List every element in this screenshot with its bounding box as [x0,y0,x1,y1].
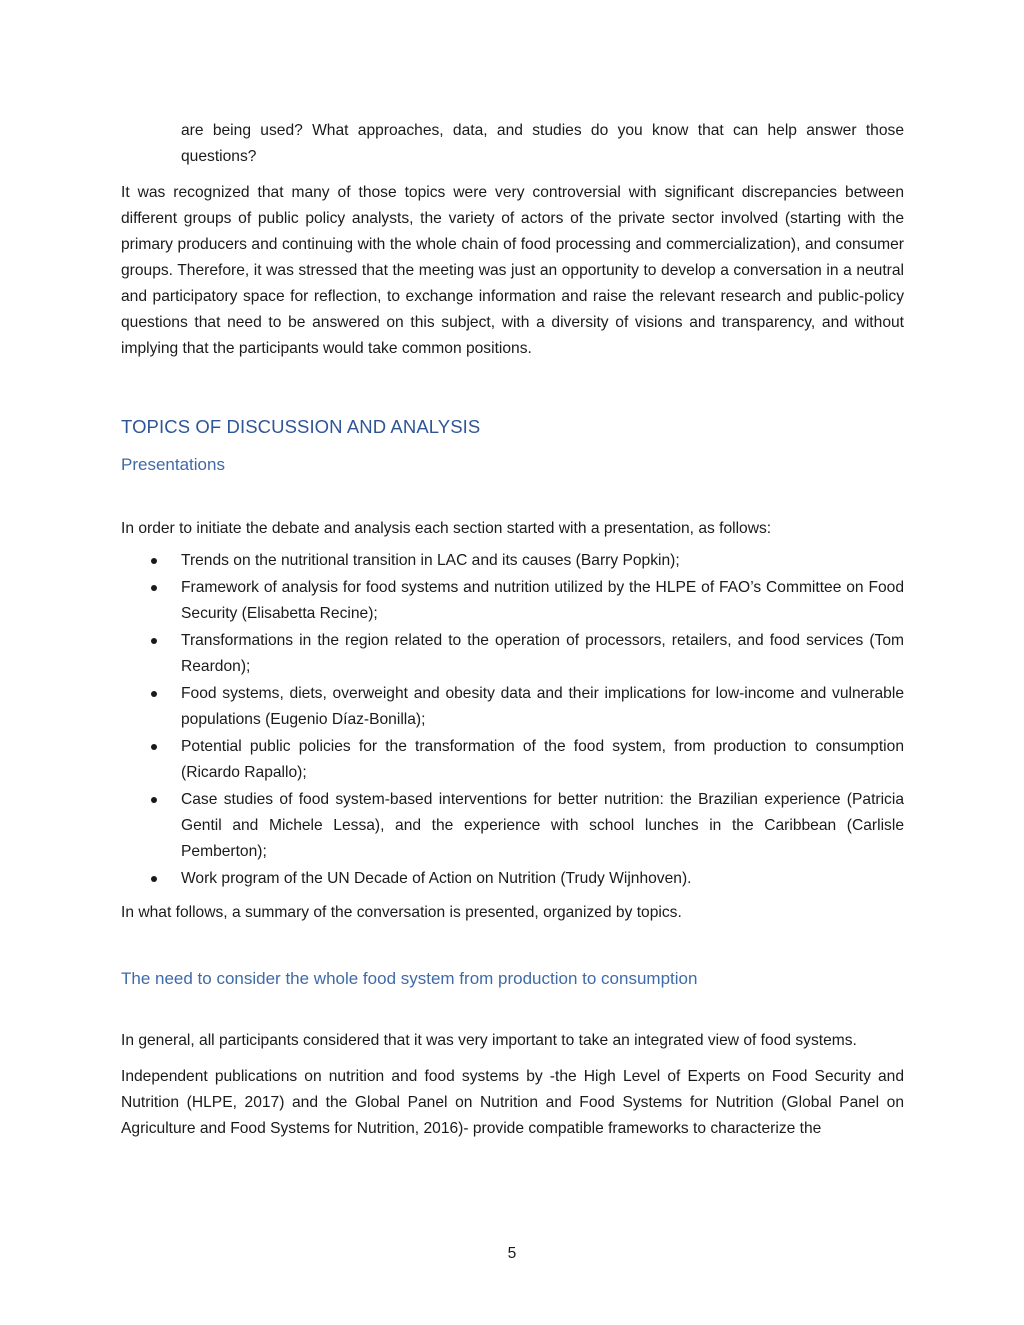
bullet-icon [151,691,157,697]
paragraph-independent-publications: Independent publications on nutrition and food systems by -the High Level of Experts on Food Security and Nutrition (HLPE, 2017) and the Global Panel on Nutrition and Food Systems for Nutrition (Global Panel on Agriculture and Food Systems for Nutrition, 2016)- provide compatible frameworks to characterize the [121,1068,904,1137]
list-item: Potential public policies for the transformation of the food system, from production to consumption (Ricardo Rapallo); [121,734,904,786]
bullet-icon [151,558,157,564]
page-number: 5 [507,1245,517,1262]
section-heading: TOPICS OF DISCUSSION AND ANALYSIS [121,416,481,437]
paragraph-integrated-view: In general, all participants considered that it was very important to take an integrated view of food systems. [121,1032,857,1049]
subheading-whole-food-system: The need to consider the whole food system from production to consumption [121,969,698,988]
list-item: Framework of analysis for food systems and nutrition utilized by the HLPE of FAO’s Committee on Food Security (Elisabetta Recine); [121,575,904,627]
paragraph-controversy: It was recognized that many of those topics were very controversial with significant discrepancies between different groups of public policy analysts, the variety of actors of the private sector involved (starting with the primary producers and continuing with the whole chain of food processing and commercialization), and consumer groups. Therefore, it was stressed that the meeting was just an opportunity to develop a conversation in a neutral and participatory space for reflection, to exchange information and raise the relevant research and public-policy questions that need to be answered on this subject, with a diversity of visions and transparency, and without implying that the participants would take common positions. [121,184,904,357]
continuation-text: are being used? What approaches, data, and studies do you know that can help answer those questions? [181,122,904,165]
list-item: Transformations in the region related to the operation of processors, retailers, and food services (Tom Reardon); [121,628,904,680]
intro-presentations: In order to initiate the debate and analysis each section started with a presentation, as follows: [121,520,772,537]
bullet-icon [151,585,157,591]
document-page [121,118,904,1142]
subheading-presentations: Presentations [121,455,225,474]
bullet-icon [151,744,157,750]
bullet-icon [151,797,157,803]
bullet-icon [151,638,157,644]
list-item: Work program of the UN Decade of Action on Nutrition (Trudy Wijnhoven). [121,866,904,892]
list-item: Trends on the nutritional transition in LAC and its causes (Barry Popkin); [121,548,904,574]
bullet-icon [151,876,157,882]
list-item: Food systems, diets, overweight and obesity data and their implications for low-income and vulnerable populations (Eugenio Díaz-Bonilla); [121,681,904,733]
presentation-list [121,548,904,892]
summary-line: In what follows, a summary of the conversation is presented, organized by topics. [121,904,682,921]
list-item: Case studies of food system-based interventions for better nutrition: the Brazilian experience (Patricia Gentil and Michele Lessa), and the experience with school lunches in the Caribbean (Carlisle Pemberton); [121,787,904,865]
